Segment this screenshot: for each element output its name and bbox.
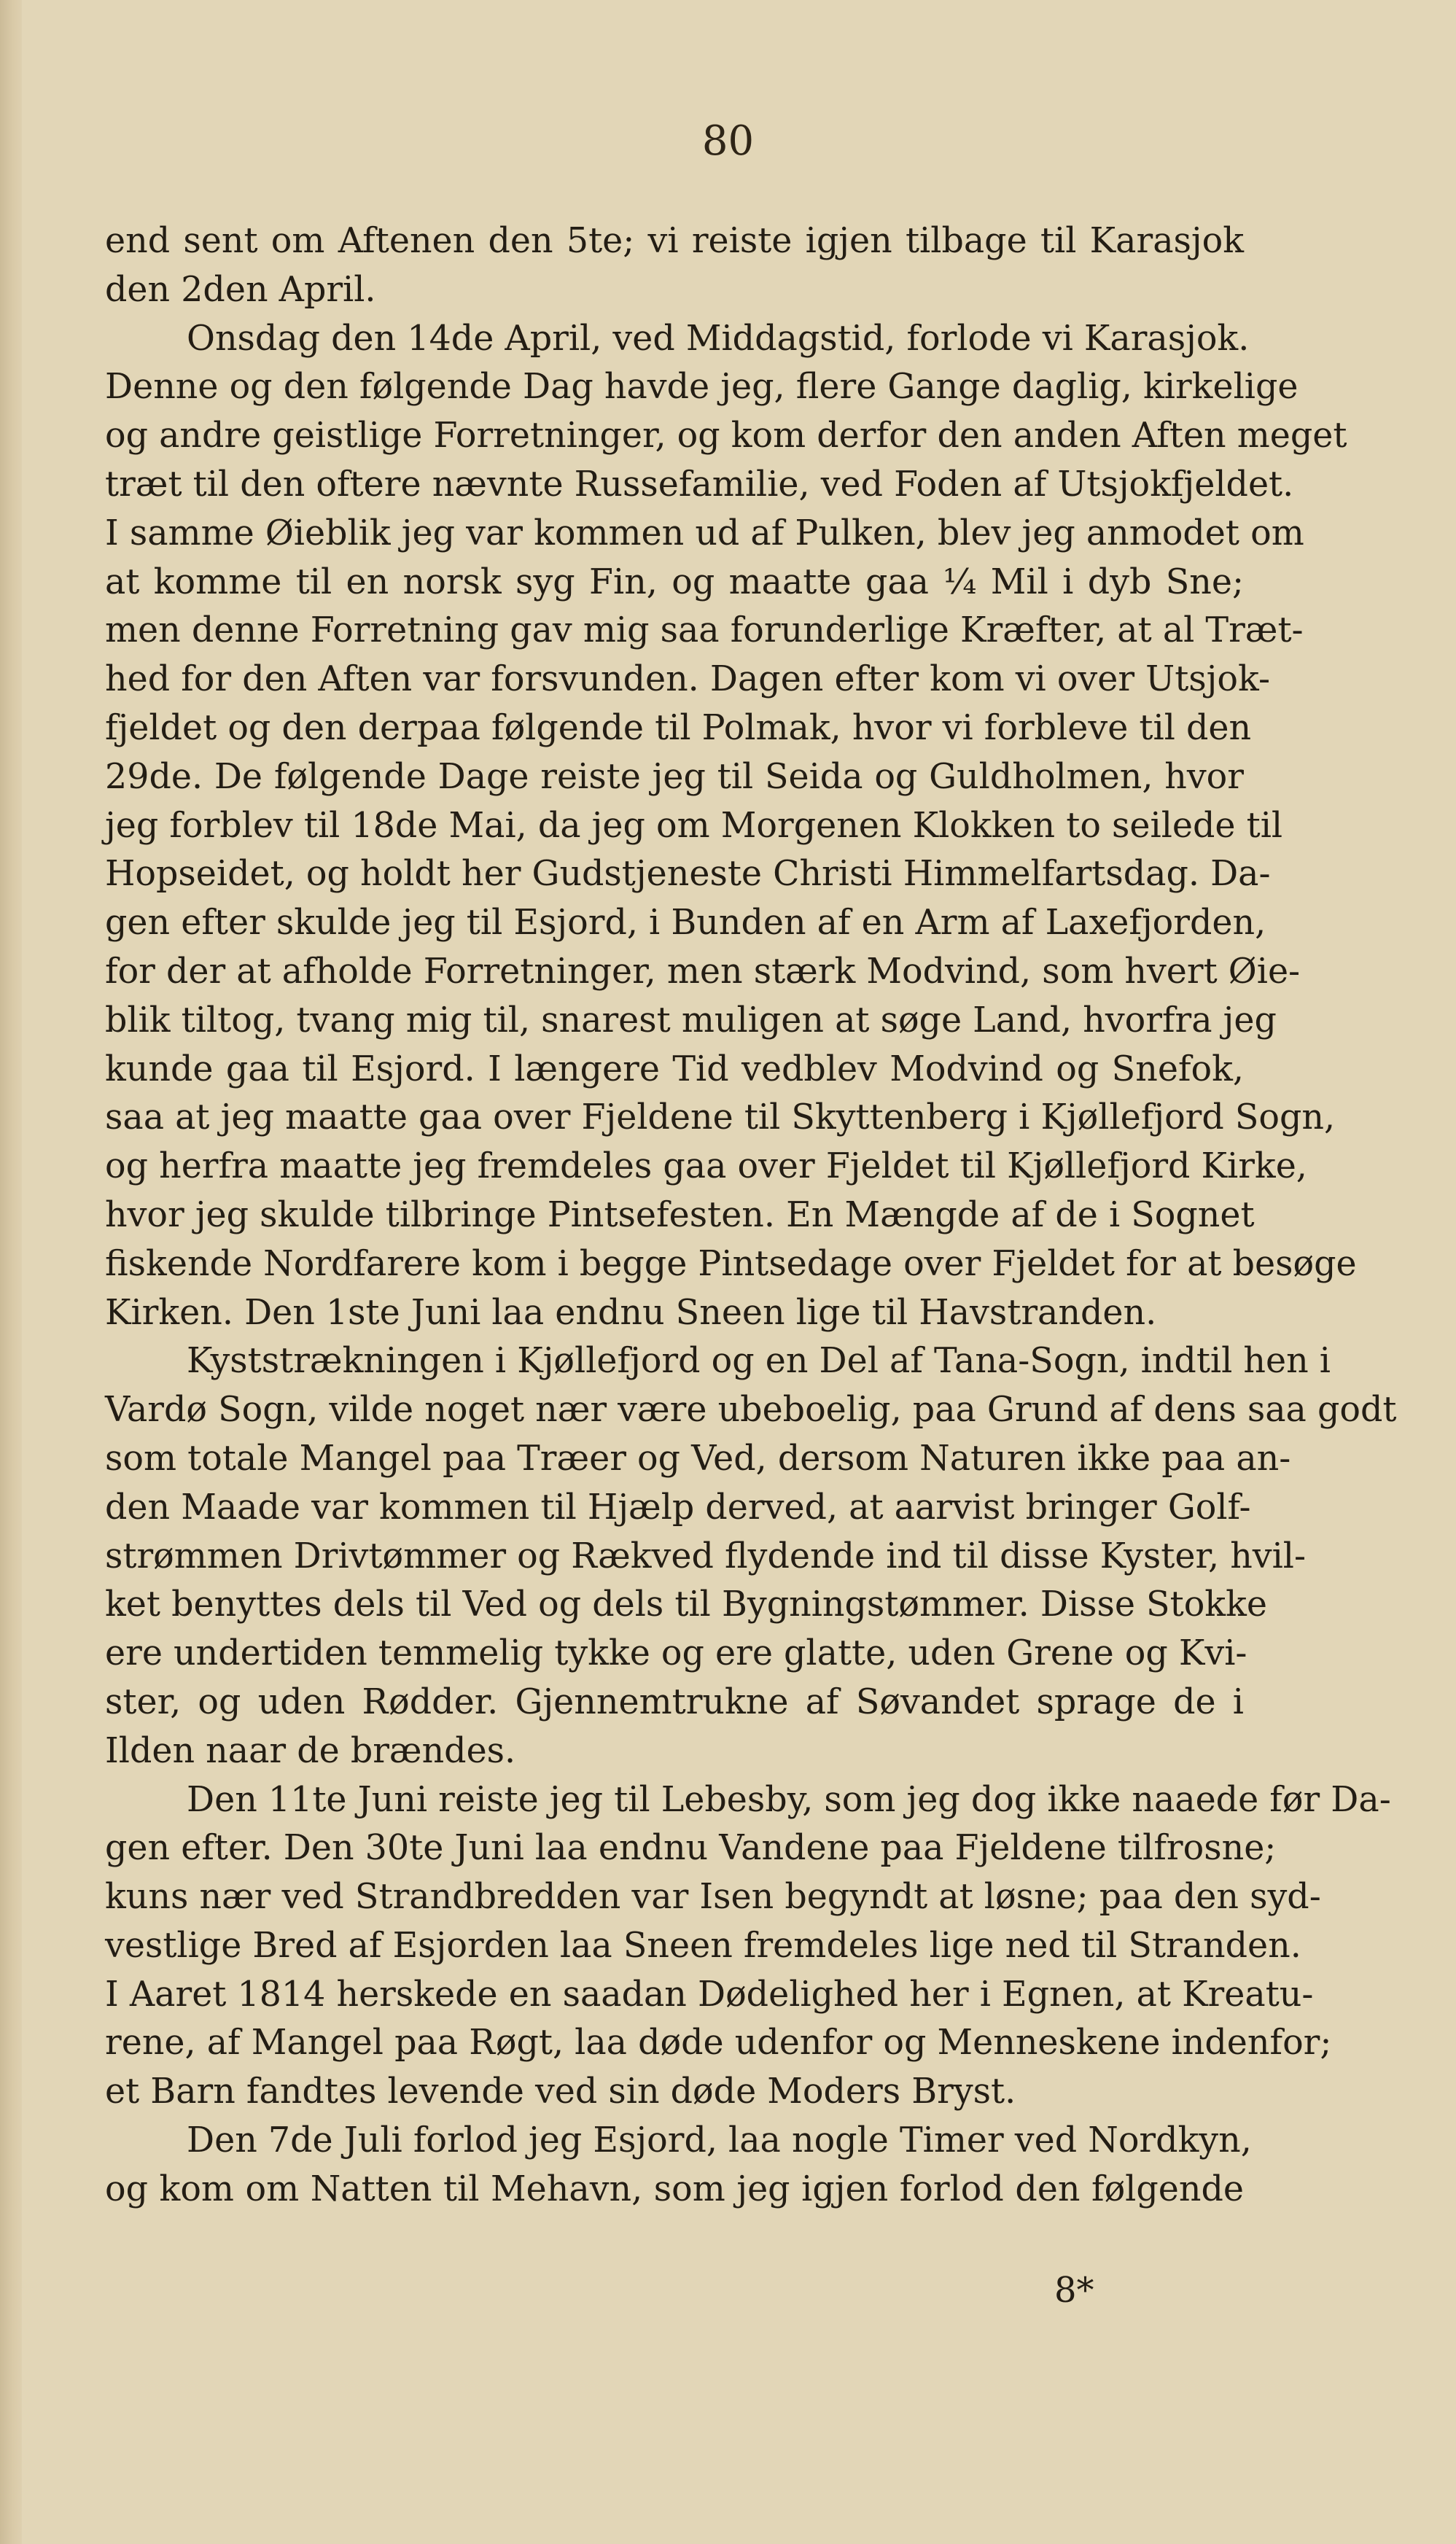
- text-line: blik tiltog, tvang mig til, snarest muligen at søge Land, hvorfra jeg: [105, 1000, 1277, 1040]
- text-line: og kom om Natten til Mehavn, som jeg igjen forlod den følgende: [105, 2168, 1244, 2209]
- text-line: 29de. De følgende Dage reiste jeg til Seida og Guldholmen, hvor: [105, 756, 1244, 797]
- text-line: at komme til en norsk syg Fin, og maatte gaa ¼ Mil i dyb Sne;: [105, 561, 1244, 602]
- text-line: træt til den oftere nævnte Russefamilie, ved Foden af Utsjokfjeldet.: [105, 464, 1294, 505]
- text-line: end sent om Aftenen den 5te; vi reiste igjen tilbage til Karasjok: [105, 221, 1244, 261]
- text-line: Kirken. Den 1ste Juni laa endnu Sneen lige til Havstranden.: [105, 1292, 1157, 1333]
- text-line: Onsdag den 14de April, ved Middagstid, forlode vi Karasjok.: [187, 318, 1250, 359]
- text-line: kuns nær ved Strandbredden var Isen begyndt at løsne; paa den syd-: [105, 1877, 1321, 1918]
- text-line: som totale Mangel paa Træer og Ved, dersom Naturen ikke paa an-: [105, 1438, 1291, 1479]
- text-line: Ilden naar de brændes.: [105, 1730, 516, 1771]
- signature-mark: 8*: [1054, 2270, 1094, 2311]
- text-line: hed for den Aften var forsvunden. Dagen efter kom vi over Utsjok-: [105, 659, 1270, 700]
- text-line: fjeldet og den derpaa følgende til Polmak, hvor vi forbleve til den: [105, 707, 1252, 748]
- text-line: Denne og den følgende Dag havde jeg, flere Gange daglig, kirkelige: [105, 367, 1299, 408]
- text-line: ere undertiden temmelig tykke og ere glatte, uden Grene og Kvi-: [105, 1633, 1247, 1674]
- text-line: den 2den April.: [105, 269, 376, 310]
- text-line: Kyststrækningen i Kjøllefjord og en Del af Tana-Sogn, indtil hen i: [187, 1341, 1331, 1382]
- text-line: hvor jeg skulde tilbringe Pintsefesten. En Mængde af de i Sognet: [105, 1194, 1255, 1235]
- page-number: 80: [701, 117, 755, 165]
- text-line: kunde gaa til Esjord. I længere Tid vedblev Modvind og Snefok,: [105, 1049, 1244, 1089]
- text-line: ket benyttes dels til Ved og dels til Bygningstømmer. Disse Stokke: [105, 1584, 1267, 1625]
- text-line: et Barn fandtes levende ved sin døde Moders Bryst.: [105, 2072, 1016, 2112]
- book-spine-edge: [0, 0, 22, 2544]
- text-line: Den 11te Juni reiste jeg til Lebesby, som jeg dog ikke naaede før Da-: [187, 1779, 1391, 1820]
- text-line: rene, af Mangel paa Røgt, laa døde udenfor og Menneskene indenfor;: [105, 2023, 1332, 2063]
- text-line: strømmen Drivtømmer og Rækved flydende ind til disse Kyster, hvil-: [105, 1536, 1307, 1576]
- text-line: saa at jeg maatte gaa over Fjeldene til Skyttenberg i Kjøllefjord Sogn,: [105, 1097, 1336, 1138]
- body-text: [105, 217, 1397, 2214]
- text-line: for der at afholde Forretninger, men stærk Modvind, som hvert Øie-: [105, 951, 1301, 992]
- text-line: gen efter skulde jeg til Esjord, i Bunden af en Arm af Laxefjorden,: [105, 903, 1266, 944]
- text-line: I samme Øieblik jeg var kommen ud af Pulken, blev jeg anmodet om: [105, 513, 1304, 553]
- text-line: jeg forblev til 18de Mai, da jeg om Morgenen Klokken to seilede til: [105, 805, 1283, 846]
- text-line: og andre geistlige Forretninger, og kom derfor den anden Aften meget: [105, 416, 1347, 456]
- text-line: ster, og uden Rødder. Gjennemtrukne af Søvandet sprage de i: [105, 1681, 1244, 1722]
- text-line: Hopseidet, og holdt her Gudstjeneste Christi Himmelfartsdag. Da-: [105, 854, 1271, 895]
- text-line: I Aaret 1814 herskede en saadan Dødelighed her i Egnen, at Kreatu-: [105, 1974, 1314, 2015]
- text-line: og herfra maatte jeg fremdeles gaa over Fjeldet til Kjøllefjord Kirke,: [105, 1146, 1307, 1187]
- text-line: gen efter. Den 30te Juni laa endnu Vandene paa Fjeldene tilfrosne;: [105, 1828, 1277, 1869]
- text-line: Den 7de Juli forlod jeg Esjord, laa nogle Timer ved Nordkyn,: [187, 2120, 1252, 2161]
- text-line: den Maade var kommen til Hjælp derved, at aarvist bringer Golf-: [105, 1487, 1251, 1528]
- text-line: Vardø Sogn, vilde noget nær være ubeboelig, paa Grund af dens saa godt: [105, 1390, 1397, 1431]
- text-line: fiskende Nordfarere kom i begge Pintsedage over Fjeldet for at besøge: [105, 1243, 1357, 1284]
- text-line: vestlige Bred af Esjorden laa Sneen fremdeles lige ned til Stranden.: [105, 1925, 1301, 1966]
- text-line: men denne Forretning gav mig saa forunderlige Kræfter, at al Træt-: [105, 610, 1304, 651]
